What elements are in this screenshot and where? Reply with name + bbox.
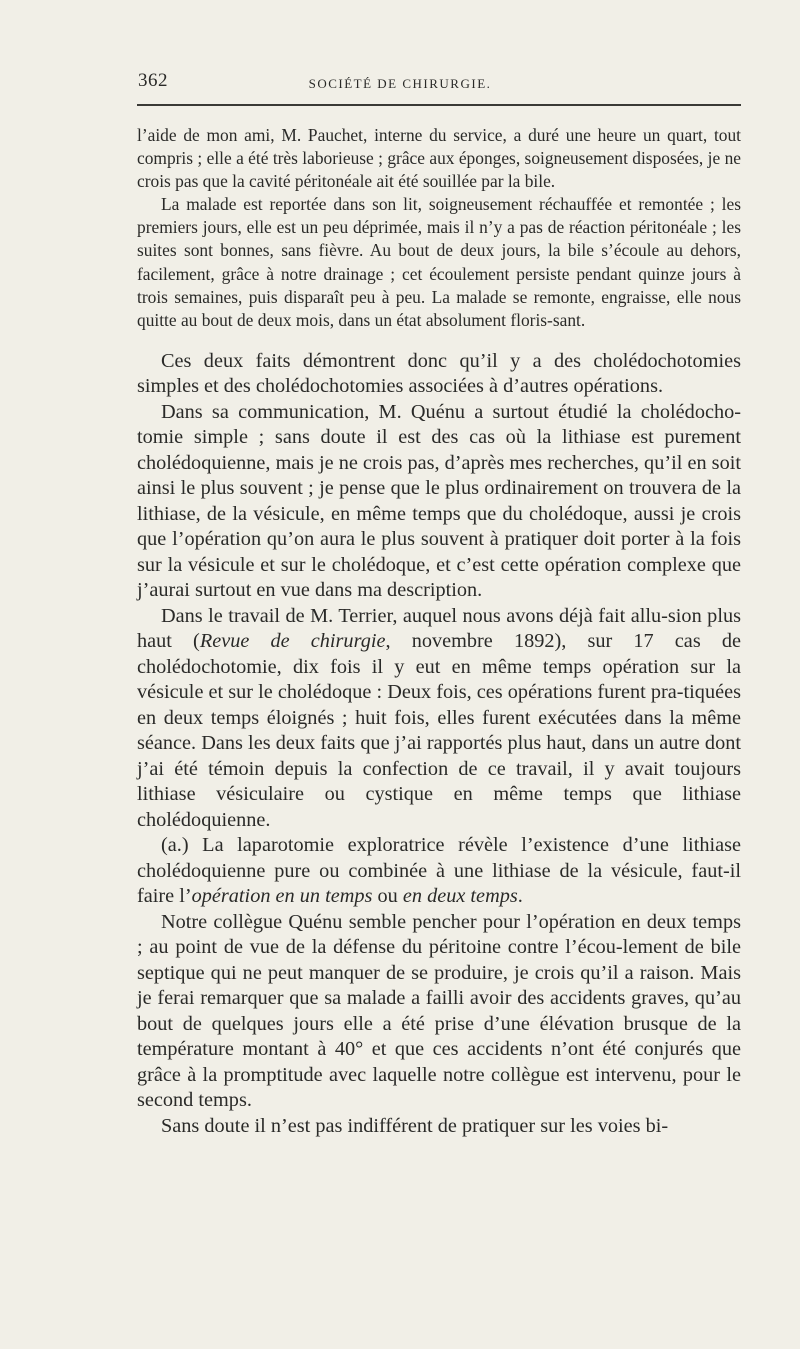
paragraph-8: Sans doute il n’est pas indifférent de pratiquer sur les voies bi- (161, 1114, 669, 1137)
paragraph-5 (137, 604, 741, 834)
paragraph-2: La malade est reportée dans son lit, soigneusement réchauffée et remontée ; les premiers jours, elle est un peu déprimée, mais il n’y a pas de réaction péritonéale ; les suites sont bonnes, sans fièvre. Au bout de deux jours, la bile s’écoule au dehors, facilement, grâce à notre drainage ; cet écoulement persiste pendant quinze jours à trois semaines, puis disparaît peu à peu. La malade se remonte, engraisse, elle nous quitte au bout de deux mois, dans un état absolument floris-sant. (137, 194, 741, 330)
paragraph-5-text-b: , novembre 1892), sur 17 cas de cholédochotomie, dix fois il y eut en même temps opération sur la vésicule et sur le cholédoque : Deux fois, ces opérations furent pra-tiquées en deux temps éloignés ; huit fois, elles furent exécutées dans la même séance. Dans les deux faits que j’ai rapportés plus haut, dans un autre dont j’ai été témoin depuis la confection de ce travail, il y avait toujours lithiase vésiculaire ou cystique en même temps que lithiase cholédoquienne. (137, 630, 741, 831)
paragraph-6-text-a: (a.) La laparotomie exploratrice révèle l’existence d’une lithiase cholédoquienne pure ou combinée à une lithiase de la vésicule, faut-il faire l’ (137, 834, 741, 908)
page-number: 362 (138, 70, 168, 91)
running-title: SOCIÉTÉ DE CHIRURGIE. (308, 76, 492, 91)
emphasis-two-stage: en deux temps (402, 885, 518, 908)
paragraph-5-text-a: Dans le travail de M. Terrier, auquel nous avons déjà fait allu-sion plus haut ( (137, 604, 741, 653)
paragraph-4: Dans sa communication, M. Quénu a surtout étudié la cholédocho-tomie simple ; sans doute il est des cas où la lithiase est purement cholédoquienne, mais je ne crois pas, d’après mes recherches, qu’il en soit ainsi le plus souvent ; je pense que le plus ordinairement on trouvera de la lithiase, de la vésicule, en même temps que du cholédoque, aussi je crois que l’opération qu’on aura le plus souvent à pratiquer doit porter à la fois sur la vésicule et sur le cholédoque, et c’est cette opération complexe que j’aurai surtout en vue dans ma description. (137, 400, 741, 602)
body-text (137, 124, 741, 1139)
paragraph-3: Ces deux faits démontrent donc qu’il y a des cholédochotomies simples et des cholédochotomies associées à d’autres opérations. (137, 349, 741, 398)
journal-title: Revue de chirurgie (199, 630, 386, 653)
paragraph-1: l’aide de mon ami, M. Pauchet, interne du service, a duré une heure un quart, tout compris ; elle a été très laborieuse ; grâce aux éponges, soigneusement disposées, je ne crois pas que la cavité péritonéale ait été souillée par la bile. (137, 125, 741, 192)
header-rule (137, 104, 741, 106)
section-gap (137, 332, 741, 349)
paragraph-6-text-end: . (517, 885, 523, 908)
paragraph-6 (137, 833, 741, 910)
emphasis-one-stage: opération en un temps (191, 885, 373, 908)
paragraph-6-text-mid: ou (372, 885, 403, 908)
paragraph-7: Notre collègue Quénu semble pencher pour l’opération en deux temps ; au point de vue de la défense du péritoine contre l’écou-lement de bile septique qui ne peut manquer de se produire, je crois qu’il a raison. Mais je ferai remarquer que sa malade a failli avoir des accidents graves, qu’au bout de quelques jours elle a été prise d’une élévation brusque de la température montant à 40° et que ces accidents n’ont été conjurés que grâce à la promptitude avec laquelle notre collègue est intervenu, pour le second temps. (137, 910, 741, 1112)
